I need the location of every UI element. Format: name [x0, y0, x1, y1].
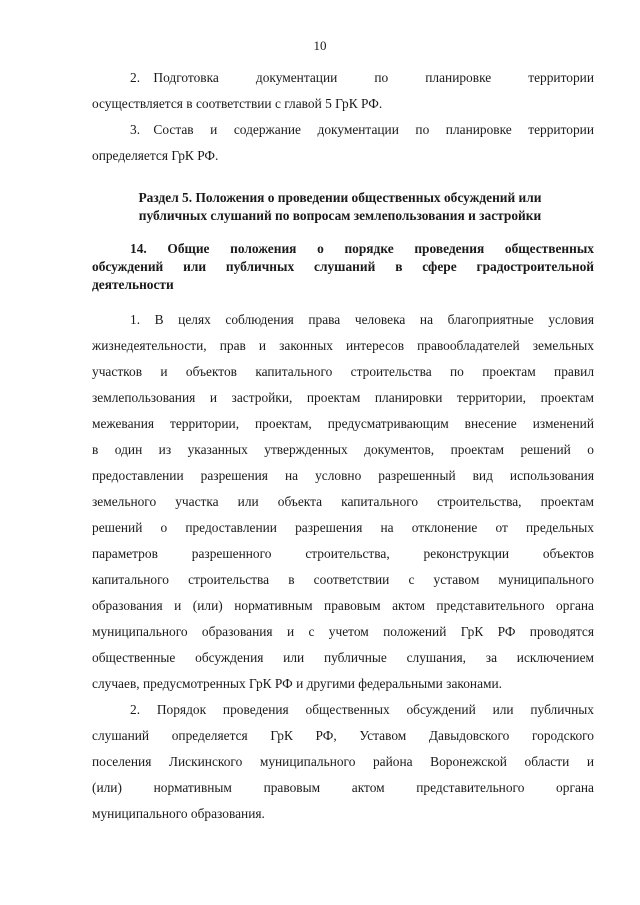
paragraph-1-line: предоставлении разрешения на условно разрешенный вид использования [92, 468, 594, 483]
list-item-3-line-1: 3. Состав и содержание документации по планировке территории [130, 122, 594, 137]
paragraph-1-line: 1. В целях соблюдения права человека на благоприятные условия [130, 312, 594, 327]
paragraph-2-line: слушаний определяется ГрК РФ, Уставом Давыдовского городского [92, 728, 594, 743]
article-title-line-2: обсуждений или публичных слушаний в сфере градостроительной [92, 259, 594, 274]
paragraph-1-line: участков и объектов капитального строительства по проектам правил [92, 364, 594, 379]
paragraph-1-line: в один из указанных утвержденных документов, проектам решений о [92, 442, 594, 457]
paragraph-2-line: (или) нормативным правовым актом представительного органа [92, 780, 594, 795]
paragraph-1-line: муниципального образования и с учетом положений ГрК РФ проводятся [92, 624, 594, 639]
article-title-line-1: 14. Общие положения о порядке проведения общественных [130, 241, 594, 256]
section-title-line-1: Раздел 5. Положения о проведении общественных обсуждений или [138, 190, 542, 205]
paragraph-1-line: капитального строительства в соответствии с уставом муниципального [92, 572, 594, 587]
paragraph-2-line: поселения Лискинского муниципального района Воронежской области и [92, 754, 594, 769]
section-title-line-2: публичных слушаний по вопросам землепользования и застройки [138, 208, 542, 223]
paragraph-1-line-last: случаев, предусмотренных ГрК РФ и другими федеральными законами. [92, 676, 503, 691]
paragraph-1-line: землепользования и застройки, проектам планировки территории, проектам [92, 390, 594, 405]
paragraph-1-line: жизнедеятельности, прав и законных интересов правообладателей земельных [92, 338, 594, 353]
article-title-line-3: деятельности [92, 277, 174, 292]
list-item-2-line-2: осуществляется в соответствии с главой 5 ГрК РФ. [92, 96, 383, 111]
paragraph-1-line: межевания территории, проектам, предусматривающим внесение изменений [92, 416, 594, 431]
paragraph-1-line: общественные обсуждения или публичные слушания, за исключением [92, 650, 594, 665]
paragraph-1-line: земельного участка или объекта капитального строительства, проектам [92, 494, 594, 509]
paragraph-2-line: 2. Порядок проведения общественных обсуждений или публичных [130, 702, 594, 717]
page-number: 10 [313, 38, 327, 53]
paragraph-1-line: образования и (или) нормативным правовым актом представительного органа [92, 598, 594, 613]
paragraph-1-line: параметров разрешенного строительства, реконструкции объектов [92, 546, 594, 561]
list-item-2-line-1: 2. Подготовка документации по планировке территории [130, 70, 594, 85]
paragraph-2-line-last: муниципального образования. [92, 806, 265, 821]
list-item-3-line-2: определяется ГрК РФ. [92, 148, 219, 163]
paragraph-1-line: решений о предоставлении разрешения на отклонение от предельных [92, 520, 594, 535]
